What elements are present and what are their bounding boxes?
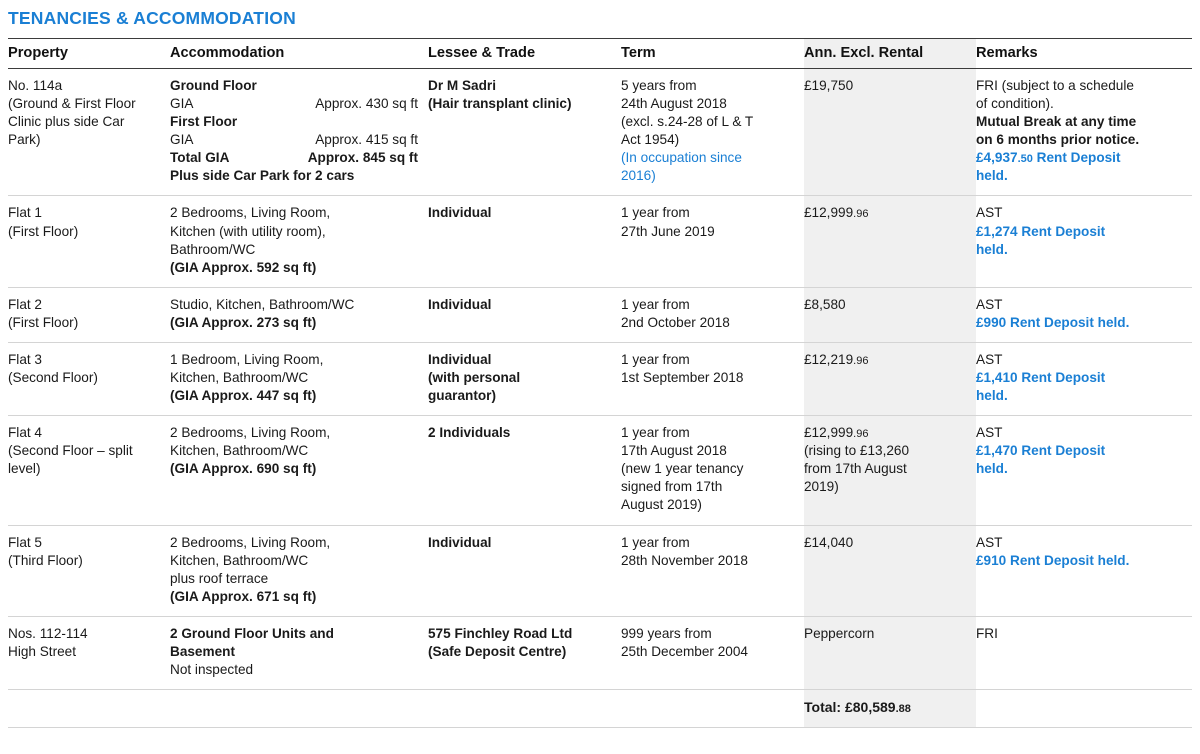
term-line: 1 year from <box>621 205 690 221</box>
accommodation-line: Kitchen, Bathroom/WC <box>170 552 309 568</box>
deposit-amount: £1,274 <box>976 223 1018 239</box>
term-line: 27th June 2019 <box>621 223 715 239</box>
cell-accommodation <box>170 525 428 616</box>
term-line: 5 years from <box>621 78 697 93</box>
rent-deposit <box>976 149 1182 167</box>
total-spacer <box>428 690 621 728</box>
rental-escalation: (rising to £13,260 <box>804 443 910 459</box>
gia-value: Approx. 430 sq ft <box>315 96 418 112</box>
table-row <box>8 196 1192 287</box>
table-row <box>8 416 1192 525</box>
cell-property <box>8 196 170 287</box>
deposit-label: Rent Deposit held. <box>1006 552 1130 568</box>
term-line: 999 years from <box>621 625 712 641</box>
accommodation-measure <box>170 95 418 113</box>
deposit-amount: £1,410 <box>976 370 1018 386</box>
cell-remarks <box>976 525 1192 616</box>
accommodation-line: 1 Bedroom, Living Room, <box>170 351 324 367</box>
term-line: 17th August 2018 <box>621 443 727 459</box>
rental-escalation: 2019) <box>804 479 839 495</box>
cell-property <box>8 616 170 689</box>
rental-main: £14,040 <box>804 534 854 550</box>
cell-accommodation <box>170 416 428 525</box>
rental-main: £12,219 <box>804 351 854 367</box>
property-line: Flat 3 <box>8 351 42 367</box>
cell-lessee <box>428 196 621 287</box>
rental-pence: .96 <box>853 208 869 221</box>
cell-rental <box>804 342 976 415</box>
total-spacer <box>170 690 428 728</box>
accommodation-line: Basement <box>170 643 235 659</box>
term-line: (excl. s.24-28 of L & T <box>621 114 754 130</box>
rental-pence: .96 <box>853 354 869 367</box>
lessee-name: Individual <box>428 205 492 221</box>
term-line: 1st September 2018 <box>621 370 744 386</box>
cell-remarks <box>976 287 1192 342</box>
property-line: (Third Floor) <box>8 552 83 568</box>
cell-property <box>8 416 170 525</box>
deposit-amount: £990 <box>976 314 1007 330</box>
rent-deposit <box>976 223 1182 241</box>
rent-deposit <box>976 552 1182 570</box>
lessee-name: Dr M Sadri <box>428 78 496 93</box>
rental-amount <box>804 204 966 222</box>
rental-amount <box>804 534 966 552</box>
cell-property <box>8 287 170 342</box>
lessee-trade: (Hair transplant clinic) <box>428 96 572 112</box>
cell-rental <box>804 287 976 342</box>
accommodation-heading: First Floor <box>170 114 238 130</box>
cell-rental <box>804 196 976 287</box>
accommodation-measure <box>170 131 418 149</box>
cell-accommodation <box>170 287 428 342</box>
cell-accommodation <box>170 69 428 196</box>
term-line: Act 1954) <box>621 132 680 148</box>
property-line: (Ground & First Floor <box>8 96 136 112</box>
property-line: level) <box>8 461 41 477</box>
cell-remarks <box>976 196 1192 287</box>
rental-amount <box>804 351 966 369</box>
lessee-name: Individual <box>428 534 492 550</box>
term-line: 1 year from <box>621 425 690 441</box>
remarks-break-clause: Mutual Break at any time <box>976 114 1137 130</box>
deposit-held: held. <box>976 241 1008 257</box>
remarks-line: FRI (subject to a schedule <box>976 78 1134 93</box>
cell-lessee <box>428 616 621 689</box>
remarks-line: AST <box>976 425 1003 441</box>
lessee-guarantor-line: guarantor) <box>428 388 496 404</box>
gia-label: GIA <box>170 132 194 148</box>
column-header-accommodation: Accommodation <box>170 39 428 69</box>
lessee-name: Individual <box>428 296 492 312</box>
cell-accommodation <box>170 616 428 689</box>
accommodation-line: Kitchen, Bathroom/WC <box>170 443 309 459</box>
total-gia-label: Total GIA <box>170 150 230 166</box>
total-pence: .88 <box>895 703 911 716</box>
gia-label: GIA <box>170 96 194 112</box>
remarks-line: FRI <box>976 625 998 641</box>
deposit-label: Rent Deposit <box>1032 150 1121 166</box>
property-line: High Street <box>8 643 77 659</box>
total-spacer <box>976 690 1192 728</box>
deposit-held: held. <box>976 168 1008 184</box>
cell-property <box>8 69 170 196</box>
rent-deposit <box>976 314 1182 332</box>
accommodation-line: 2 Bedrooms, Living Room, <box>170 534 331 550</box>
remarks-line: AST <box>976 534 1003 550</box>
property-line: Flat 2 <box>8 296 42 312</box>
cell-lessee <box>428 69 621 196</box>
accommodation-total <box>170 149 418 167</box>
rental-pence: .96 <box>853 428 869 441</box>
accommodation-gia: (GIA Approx. 671 sq ft) <box>170 588 317 604</box>
column-header-property: Property <box>8 39 170 69</box>
term-line: signed from 17th <box>621 479 723 495</box>
cell-accommodation <box>170 196 428 287</box>
deposit-amount: £910 <box>976 552 1007 568</box>
deposit-label: Rent Deposit <box>1017 370 1106 386</box>
cell-term <box>621 416 804 525</box>
cell-accommodation <box>170 342 428 415</box>
cell-rental <box>804 69 976 196</box>
accommodation-gia: (GIA Approx. 447 sq ft) <box>170 388 317 404</box>
total-rental <box>804 690 976 728</box>
cell-remarks <box>976 342 1192 415</box>
term-line: 25th December 2004 <box>621 643 748 659</box>
cell-term <box>621 287 804 342</box>
remarks-line: AST <box>976 351 1003 367</box>
rental-main: £12,999 <box>804 425 854 441</box>
accommodation-line: Studio, Kitchen, Bathroom/WC <box>170 296 355 312</box>
remarks-break-clause: on 6 months prior notice. <box>976 132 1140 148</box>
property-line: Flat 1 <box>8 205 42 221</box>
table-row <box>8 69 1192 196</box>
cell-remarks <box>976 616 1192 689</box>
remarks-line: of condition). <box>976 96 1054 112</box>
cell-term <box>621 616 804 689</box>
table-row <box>8 616 1192 689</box>
total-label: Total: £80,589 <box>804 699 896 716</box>
rental-amount <box>804 77 966 95</box>
lessee-name: 2 Individuals <box>428 425 511 441</box>
deposit-label: Rent Deposit <box>1017 223 1106 239</box>
property-line: Clinic plus side Car <box>8 114 125 130</box>
term-note: 2016) <box>621 168 656 184</box>
accommodation-line: Bathroom/WC <box>170 241 256 257</box>
rental-amount <box>804 625 966 643</box>
rental-main: £8,580 <box>804 296 846 312</box>
cell-lessee <box>428 525 621 616</box>
property-line: Flat 4 <box>8 425 42 441</box>
rental-escalation: from 17th August <box>804 461 907 477</box>
property-line: (Second Floor – split <box>8 443 133 459</box>
term-line: 1 year from <box>621 296 690 312</box>
lessee-trade: (Safe Deposit Centre) <box>428 643 567 659</box>
remarks-line: AST <box>976 205 1003 221</box>
term-line: 1 year from <box>621 351 690 367</box>
accommodation-gia: (GIA Approx. 273 sq ft) <box>170 314 317 330</box>
term-note: (In occupation since <box>621 150 742 166</box>
rental-main: £12,999 <box>804 205 854 221</box>
column-header-term: Term <box>621 39 804 69</box>
table-row <box>8 287 1192 342</box>
cell-remarks <box>976 69 1192 196</box>
deposit-label: Rent Deposit held. <box>1006 314 1130 330</box>
deposit-amount: £4,937 <box>976 150 1018 166</box>
deposit-held: held. <box>976 461 1008 477</box>
term-line: (new 1 year tenancy <box>621 461 744 477</box>
cell-term <box>621 525 804 616</box>
property-line: (First Floor) <box>8 314 79 330</box>
table-row <box>8 525 1192 616</box>
property-line: Nos. 112-114 <box>8 625 88 641</box>
term-line: 28th November 2018 <box>621 552 748 568</box>
accommodation-note: Not inspected <box>170 662 254 678</box>
column-header-lessee-trade: Lessee & Trade <box>428 39 621 69</box>
tenancy-table <box>8 38 1192 728</box>
accommodation-line: 2 Bedrooms, Living Room, <box>170 425 331 441</box>
cell-property <box>8 342 170 415</box>
rent-deposit <box>976 369 1182 387</box>
property-line: Park) <box>8 132 41 148</box>
cell-rental <box>804 616 976 689</box>
lessee-name: Individual <box>428 351 492 367</box>
total-spacer <box>621 690 804 728</box>
accommodation-line: 2 Bedrooms, Living Room, <box>170 205 331 221</box>
property-line: (Second Floor) <box>8 370 98 386</box>
page-title: TENANCIES & ACCOMMODATION <box>8 8 296 28</box>
lessee-name: 575 Finchley Road Ltd <box>428 625 573 641</box>
rental-main: Peppercorn <box>804 625 875 641</box>
rental-main: £19,750 <box>804 78 854 93</box>
property-line: (First Floor) <box>8 223 79 239</box>
deposit-held: held. <box>976 388 1008 404</box>
deposit-amount: £1,470 <box>976 443 1018 459</box>
accommodation-gia: (GIA Approx. 592 sq ft) <box>170 259 317 275</box>
cell-lessee <box>428 287 621 342</box>
accommodation-line: Kitchen, Bathroom/WC <box>170 370 309 386</box>
accommodation-line: Kitchen (with utility room), <box>170 223 326 239</box>
cell-remarks <box>976 416 1192 525</box>
total-spacer <box>8 690 170 728</box>
rent-deposit <box>976 442 1182 460</box>
accommodation-heading: Ground Floor <box>170 78 257 93</box>
deposit-pence: .50 <box>1017 153 1033 166</box>
term-line: 1 year from <box>621 534 690 550</box>
deposit-label: Rent Deposit <box>1017 443 1106 459</box>
cell-term <box>621 342 804 415</box>
term-line: 24th August 2018 <box>621 96 727 112</box>
lessee-guarantor-line: (with personal <box>428 370 521 386</box>
table-row <box>8 342 1192 415</box>
total-gia-value: Approx. 845 sq ft <box>307 150 418 166</box>
term-line: 2nd October 2018 <box>621 314 730 330</box>
gia-value: Approx. 415 sq ft <box>315 132 418 148</box>
table-header-row <box>8 39 1192 69</box>
cell-term <box>621 69 804 196</box>
accommodation-line: plus roof terrace <box>170 570 269 586</box>
rental-amount <box>804 424 966 442</box>
rental-amount <box>804 296 966 314</box>
remarks-line: AST <box>976 296 1003 312</box>
accommodation-extra: Plus side Car Park for 2 cars <box>170 168 355 184</box>
cell-lessee <box>428 416 621 525</box>
accommodation-line: 2 Ground Floor Units and <box>170 625 334 641</box>
column-header-remarks: Remarks <box>976 39 1192 69</box>
property-line: Flat 5 <box>8 534 42 550</box>
accommodation-gia: (GIA Approx. 690 sq ft) <box>170 461 317 477</box>
total-row <box>8 690 1192 728</box>
term-line: August 2019) <box>621 497 702 513</box>
cell-rental <box>804 525 976 616</box>
cell-rental <box>804 416 976 525</box>
cell-property <box>8 525 170 616</box>
column-header-annual-rental: Ann. Excl. Rental <box>804 39 976 69</box>
cell-term <box>621 196 804 287</box>
property-line: No. 114a <box>8 78 63 93</box>
cell-lessee <box>428 342 621 415</box>
